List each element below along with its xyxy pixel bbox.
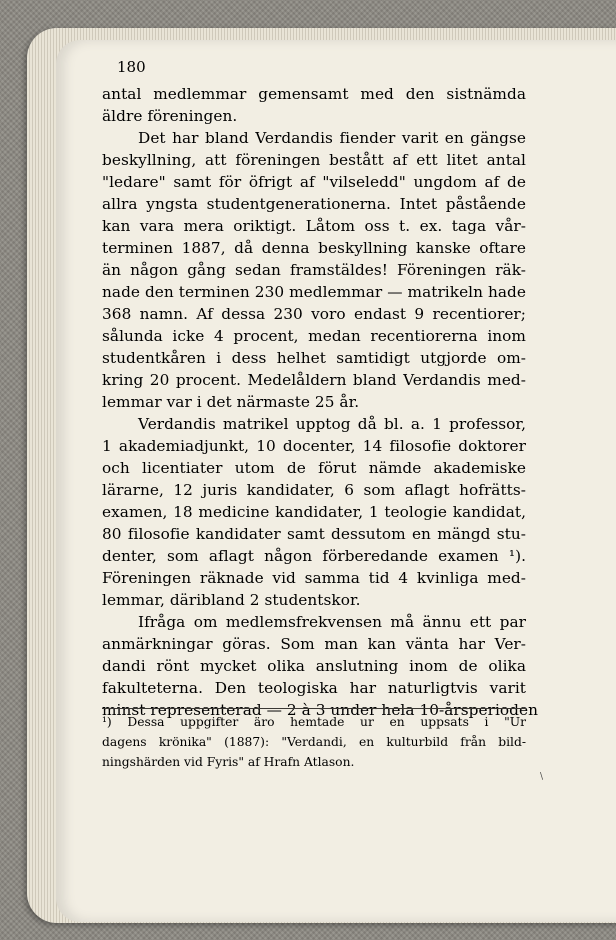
text-line: anmärkningar göras. Som man kan vänta har Ver- bbox=[102, 635, 526, 653]
text-line: kan vara mera oriktigt. Låtom oss t. ex. taga vår- bbox=[102, 217, 526, 235]
text-line: lärarne, 12 juris kandidater, 6 som aflagt hofrätts- bbox=[102, 481, 526, 499]
footnote-line: ¹) Dessa uppgifter äro hemtade ur en uppsats i "Ur bbox=[102, 715, 526, 729]
text-line: Föreningen räknade vid samma tid 4 kvinliga med- bbox=[102, 569, 526, 587]
text-line: 368 namn. Af dessa 230 voro endast 9 recentiorer; bbox=[102, 305, 526, 323]
text-line: studentkåren i dess helhet samtidigt utgjorde om- bbox=[102, 349, 526, 367]
text-line: 1 akademiadjunkt, 10 docenter, 14 filosofie doktorer bbox=[102, 437, 526, 455]
margin-mark: \ bbox=[540, 772, 544, 782]
footnote-line: dagens krönika" (1887): "Verdandi, en kulturbild från bild- bbox=[102, 735, 526, 749]
text-line: allra yngsta studentgenerationerna. Intet påstående bbox=[102, 195, 526, 213]
text-line: Ifråga om medlemsfrekvensen må ännu ett par bbox=[138, 613, 526, 631]
text-line: och licentiater utom de förut nämde akademiske bbox=[102, 459, 526, 477]
footnote-line: ningshärden vid Fyris" af Hrafn Atlason. bbox=[102, 755, 355, 769]
text-line: sålunda icke 4 procent, medan recentiorerna inom bbox=[102, 327, 526, 345]
text-line: terminen 1887, då denna beskyllning kanske oftare bbox=[102, 239, 526, 257]
footnote-rule bbox=[102, 708, 526, 709]
text-line: denter, som aflagt någon förberedande examen ¹). bbox=[102, 547, 526, 565]
text-line: lemmar, däribland 2 studentskor. bbox=[102, 591, 361, 609]
page-number: 180 bbox=[117, 58, 146, 76]
text-line: minst representerad — 2 à 3 under hela 10-årsperioden bbox=[102, 701, 539, 719]
text-line: fakulteterna. Den teologiska har naturligtvis varit bbox=[102, 679, 526, 697]
body-text bbox=[102, 83, 539, 721]
text-line: "ledare" samt för öfrigt af "vilseledd" ungdom af de bbox=[102, 173, 526, 191]
footnote bbox=[102, 712, 526, 772]
text-line: examen, 18 medicine kandidater, 1 teologie kandidat, bbox=[102, 503, 526, 521]
text-line: lemmar var i det närmaste 25 år. bbox=[102, 393, 360, 411]
text-line: dandi rönt mycket olika anslutning inom de olika bbox=[102, 657, 526, 675]
text-line: 80 filosofie kandidater samt dessutom en mängd stu- bbox=[102, 525, 526, 543]
text-line: beskyllning, att föreningen bestått af ett litet antal bbox=[102, 151, 526, 169]
text-line: Verdandis matrikel upptog då bl. a. 1 professor, bbox=[138, 415, 526, 433]
text-line: antal medlemmar gemensamt med den sistnämda bbox=[102, 85, 526, 103]
text-line: än någon gång sedan framstäldes! Föreningen räk- bbox=[102, 261, 526, 279]
text-line: äldre föreningen. bbox=[102, 107, 238, 125]
text-line: Det har bland Verdandis fiender varit en gängse bbox=[138, 129, 526, 147]
text-line: nade den terminen 230 medlemmar — matrikeln hade bbox=[102, 283, 526, 301]
text-line: kring 20 procent. Medelåldern bland Verdandis med- bbox=[102, 371, 526, 389]
